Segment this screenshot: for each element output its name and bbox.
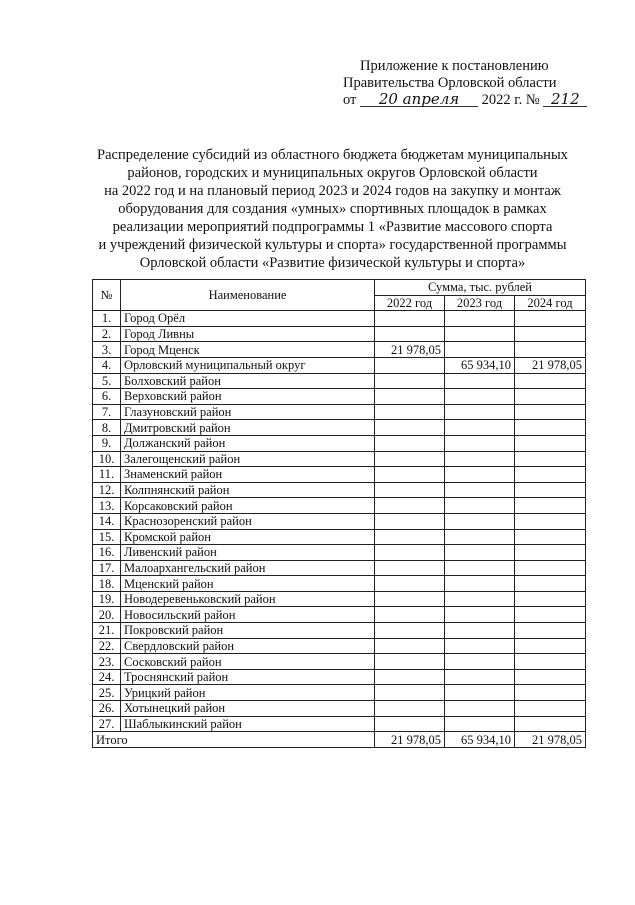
row-number: 10. bbox=[93, 451, 121, 467]
row-value-2022 bbox=[375, 529, 445, 545]
row-name: Город Орёл bbox=[121, 311, 375, 327]
row-value-2022 bbox=[375, 467, 445, 483]
row-number: 21. bbox=[93, 623, 121, 639]
handwritten-number: 212 bbox=[543, 92, 587, 107]
row-value-2023 bbox=[445, 451, 515, 467]
total-row bbox=[93, 732, 586, 748]
row-value-2024 bbox=[515, 669, 586, 685]
table-row bbox=[93, 435, 586, 451]
row-value-2022 bbox=[375, 545, 445, 561]
table-row bbox=[93, 513, 586, 529]
row-number: 25. bbox=[93, 685, 121, 701]
title-line: на 2022 год и на плановый период 2023 и 2024 годов на закупку и монтаж bbox=[104, 183, 561, 199]
row-number: 5. bbox=[93, 373, 121, 389]
row-value-2022 bbox=[375, 576, 445, 592]
row-value-2023 bbox=[445, 326, 515, 342]
row-name: Должанский район bbox=[121, 435, 375, 451]
row-value-2024: 21 978,05 bbox=[515, 357, 586, 373]
header-sum: Сумма, тыс. рублей bbox=[375, 280, 586, 296]
row-name: Покровский район bbox=[121, 623, 375, 639]
row-name: Глазуновский район bbox=[121, 404, 375, 420]
table-row bbox=[93, 498, 586, 514]
row-value-2023 bbox=[445, 560, 515, 576]
row-number: 6. bbox=[93, 389, 121, 405]
row-name: Дмитровский район bbox=[121, 420, 375, 436]
row-value-2023 bbox=[445, 591, 515, 607]
row-name: Урицкий район bbox=[121, 685, 375, 701]
row-value-2022 bbox=[375, 451, 445, 467]
row-value-2023: 65 934,10 bbox=[445, 357, 515, 373]
row-value-2022 bbox=[375, 716, 445, 732]
row-value-2024 bbox=[515, 560, 586, 576]
title-line: районов, городских и муниципальных округов Орловской области bbox=[127, 165, 538, 181]
row-value-2022 bbox=[375, 654, 445, 670]
row-number: 8. bbox=[93, 420, 121, 436]
row-value-2023 bbox=[445, 435, 515, 451]
table-row bbox=[93, 607, 586, 623]
title-line: и учреждений физической культуры и спорта» государственной программы bbox=[98, 237, 567, 253]
appendix-from-label: от bbox=[343, 92, 357, 108]
row-value-2023 bbox=[445, 420, 515, 436]
row-value-2022 bbox=[375, 311, 445, 327]
row-value-2022 bbox=[375, 701, 445, 717]
table-row bbox=[93, 357, 586, 373]
row-name: Новодеревеньковский район bbox=[121, 591, 375, 607]
row-value-2024 bbox=[515, 420, 586, 436]
row-value-2023 bbox=[445, 498, 515, 514]
appendix-date-line bbox=[343, 92, 613, 109]
table-row bbox=[93, 451, 586, 467]
row-value-2022 bbox=[375, 373, 445, 389]
appendix-header bbox=[343, 58, 613, 109]
header-year-2022: 2022 год bbox=[375, 295, 445, 311]
row-value-2022 bbox=[375, 420, 445, 436]
header-name: Наименование bbox=[121, 280, 375, 311]
row-value-2023 bbox=[445, 701, 515, 717]
row-number: 4. bbox=[93, 357, 121, 373]
title-line: реализации мероприятий подпрограммы 1 «Развитие массового спорта bbox=[112, 219, 553, 235]
row-value-2023 bbox=[445, 623, 515, 639]
row-name: Орловский муниципальный округ bbox=[121, 357, 375, 373]
row-value-2023 bbox=[445, 513, 515, 529]
handwritten-date: 20 апреля bbox=[360, 92, 478, 107]
row-number: 27. bbox=[93, 716, 121, 732]
row-name: Город Ливны bbox=[121, 326, 375, 342]
total-2022: 21 978,05 bbox=[375, 732, 445, 748]
subsidy-table bbox=[92, 279, 586, 748]
row-value-2024 bbox=[515, 342, 586, 358]
title-line: оборудования для создания «умных» спортивных площадок в рамках bbox=[118, 201, 547, 217]
row-name: Новосильский район bbox=[121, 607, 375, 623]
row-number: 19. bbox=[93, 591, 121, 607]
row-value-2024 bbox=[515, 607, 586, 623]
row-name: Троснянский район bbox=[121, 669, 375, 685]
row-number: 1. bbox=[93, 311, 121, 327]
table-row bbox=[93, 404, 586, 420]
row-value-2023 bbox=[445, 404, 515, 420]
row-name: Залегощенский район bbox=[121, 451, 375, 467]
row-value-2022 bbox=[375, 638, 445, 654]
row-value-2024 bbox=[515, 638, 586, 654]
row-value-2024 bbox=[515, 435, 586, 451]
table-row bbox=[93, 623, 586, 639]
row-value-2024 bbox=[515, 373, 586, 389]
row-value-2024 bbox=[515, 545, 586, 561]
row-number: 23. bbox=[93, 654, 121, 670]
row-name: Сосковский район bbox=[121, 654, 375, 670]
table-row bbox=[93, 669, 586, 685]
table-row bbox=[93, 545, 586, 561]
header-year-2023: 2023 год bbox=[445, 295, 515, 311]
table-row bbox=[93, 701, 586, 717]
row-number: 14. bbox=[93, 513, 121, 529]
row-value-2024 bbox=[515, 482, 586, 498]
row-value-2023 bbox=[445, 654, 515, 670]
table-row bbox=[93, 326, 586, 342]
row-name: Свердловский район bbox=[121, 638, 375, 654]
row-name: Краснозоренский район bbox=[121, 513, 375, 529]
row-number: 24. bbox=[93, 669, 121, 685]
title-line: Распределение субсидий из областного бюджета бюджетам муниципальных bbox=[97, 147, 568, 163]
appendix-line-1: Приложение к постановлению bbox=[360, 58, 549, 74]
table-row bbox=[93, 529, 586, 545]
row-value-2024 bbox=[515, 451, 586, 467]
row-value-2024 bbox=[515, 654, 586, 670]
row-name: Верховский район bbox=[121, 389, 375, 405]
row-name: Знаменский район bbox=[121, 467, 375, 483]
row-value-2024 bbox=[515, 389, 586, 405]
row-value-2023 bbox=[445, 685, 515, 701]
row-number: 20. bbox=[93, 607, 121, 623]
row-value-2024 bbox=[515, 404, 586, 420]
row-name: Хотынецкий район bbox=[121, 701, 375, 717]
table-row bbox=[93, 482, 586, 498]
row-value-2022 bbox=[375, 669, 445, 685]
row-number: 11. bbox=[93, 467, 121, 483]
table-row bbox=[93, 389, 586, 405]
row-name: Мценский район bbox=[121, 576, 375, 592]
row-name: Корсаковский район bbox=[121, 498, 375, 514]
row-value-2024 bbox=[515, 591, 586, 607]
appendix-year-label: 2022 г. № bbox=[481, 92, 540, 108]
table-row bbox=[93, 560, 586, 576]
total-2024: 21 978,05 bbox=[515, 732, 586, 748]
row-value-2022 bbox=[375, 389, 445, 405]
row-number: 16. bbox=[93, 545, 121, 561]
row-value-2023 bbox=[445, 373, 515, 389]
table-row bbox=[93, 373, 586, 389]
row-value-2022 bbox=[375, 357, 445, 373]
title-line: Орловской области «Развитие физической культуры и спорта» bbox=[139, 255, 526, 271]
appendix-line-2: Правительства Орловской области bbox=[343, 75, 557, 91]
row-value-2023 bbox=[445, 342, 515, 358]
row-value-2022 bbox=[375, 498, 445, 514]
row-value-2024 bbox=[515, 467, 586, 483]
row-number: 18. bbox=[93, 576, 121, 592]
row-value-2024 bbox=[515, 623, 586, 639]
row-value-2022: 21 978,05 bbox=[375, 342, 445, 358]
row-number: 9. bbox=[93, 435, 121, 451]
row-name: Болховский район bbox=[121, 373, 375, 389]
row-value-2023 bbox=[445, 607, 515, 623]
table-row bbox=[93, 342, 586, 358]
row-value-2022 bbox=[375, 623, 445, 639]
row-name: Ливенский район bbox=[121, 545, 375, 561]
table-row bbox=[93, 576, 586, 592]
row-number: 7. bbox=[93, 404, 121, 420]
row-value-2023 bbox=[445, 482, 515, 498]
row-name: Шаблыкинский район bbox=[121, 716, 375, 732]
total-2023: 65 934,10 bbox=[445, 732, 515, 748]
row-value-2024 bbox=[515, 685, 586, 701]
row-value-2023 bbox=[445, 529, 515, 545]
row-name: Город Мценск bbox=[121, 342, 375, 358]
row-value-2022 bbox=[375, 435, 445, 451]
table-row bbox=[93, 638, 586, 654]
table-row bbox=[93, 591, 586, 607]
row-value-2023 bbox=[445, 669, 515, 685]
row-value-2023 bbox=[445, 638, 515, 654]
row-name: Кромской район bbox=[121, 529, 375, 545]
row-value-2023 bbox=[445, 576, 515, 592]
row-value-2023 bbox=[445, 716, 515, 732]
row-number: 17. bbox=[93, 560, 121, 576]
row-name: Колпнянский район bbox=[121, 482, 375, 498]
table-row bbox=[93, 467, 586, 483]
table-row bbox=[93, 654, 586, 670]
row-value-2024 bbox=[515, 576, 586, 592]
row-value-2024 bbox=[515, 529, 586, 545]
row-value-2023 bbox=[445, 545, 515, 561]
row-value-2022 bbox=[375, 607, 445, 623]
row-value-2023 bbox=[445, 311, 515, 327]
table-row bbox=[93, 420, 586, 436]
row-number: 22. bbox=[93, 638, 121, 654]
header-year-2024: 2024 год bbox=[515, 295, 586, 311]
row-value-2024 bbox=[515, 513, 586, 529]
row-number: 3. bbox=[93, 342, 121, 358]
row-value-2024 bbox=[515, 716, 586, 732]
table-row bbox=[93, 685, 586, 701]
row-value-2024 bbox=[515, 498, 586, 514]
row-value-2024 bbox=[515, 701, 586, 717]
row-value-2023 bbox=[445, 467, 515, 483]
row-value-2022 bbox=[375, 513, 445, 529]
header-number: № bbox=[93, 280, 121, 311]
row-name: Малоархангельский район bbox=[121, 560, 375, 576]
document-title bbox=[40, 146, 625, 272]
row-number: 12. bbox=[93, 482, 121, 498]
row-number: 26. bbox=[93, 701, 121, 717]
row-number: 2. bbox=[93, 326, 121, 342]
row-value-2024 bbox=[515, 311, 586, 327]
table-row bbox=[93, 716, 586, 732]
row-value-2022 bbox=[375, 591, 445, 607]
row-value-2022 bbox=[375, 482, 445, 498]
row-number: 15. bbox=[93, 529, 121, 545]
row-value-2024 bbox=[515, 326, 586, 342]
row-number: 13. bbox=[93, 498, 121, 514]
row-value-2022 bbox=[375, 404, 445, 420]
row-value-2023 bbox=[445, 389, 515, 405]
table-row bbox=[93, 311, 586, 327]
row-value-2022 bbox=[375, 326, 445, 342]
row-value-2022 bbox=[375, 560, 445, 576]
total-label: Итого bbox=[93, 732, 375, 748]
row-value-2022 bbox=[375, 685, 445, 701]
